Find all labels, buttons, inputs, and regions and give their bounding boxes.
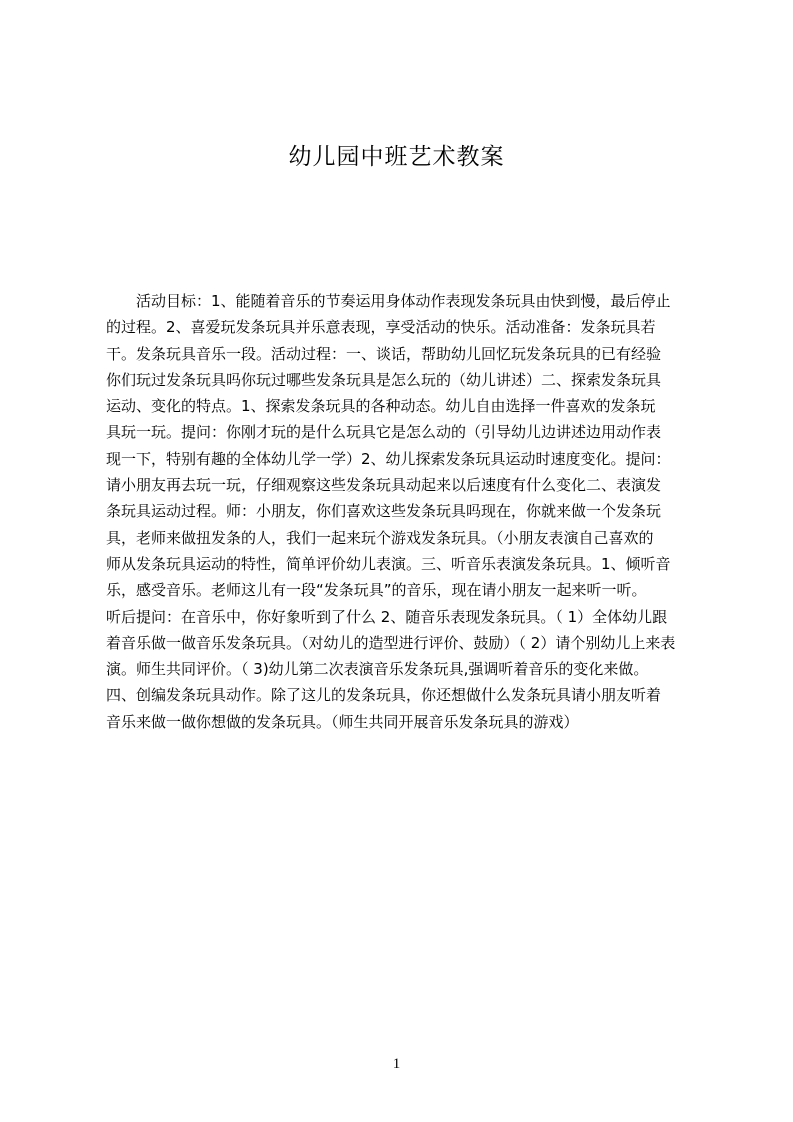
text-line: 具，老师来做扭发条的人，我们一起来玩个游戏发条玩具。（小朋友表演自己喜欢的 [106,528,654,547]
text-line: 演。师生共同评价。（ 3)幼儿第二次表演音乐发条玩具,强调听着音乐的变化来做。 [106,660,649,679]
text-line: 活动目标：1、能随着音乐的节奏运用身体动作表现发条玩具由快到慢，最后停止 [136,292,671,310]
text-line: 听后提问：在音乐中，你好象听到了什么 2、随音乐表现发条玩具。（ 1）全体幼儿跟 [106,607,668,626]
text-line: 音乐来做一做你想做的发条玩具。（师生共同开展音乐发条玩具的游戏） [106,712,579,731]
page-title: 幼儿园中班艺术教案 [288,144,505,170]
page-number: 1 [392,1056,401,1072]
text-line: 师从发条玩具运动的特性，简单评价幼儿表演。三、听音乐表演发条玩具。1、倾听音 [106,554,671,573]
text-line: 具玩一玩。提问：你刚才玩的是什么玩具它是怎么动的（引导幼儿边讲述边用动作表 [106,423,662,442]
text-line: 请小朋友再去玩一玩，仔细观察这些发条玩具动起来以后速度有什么变化二、表演发 [106,476,662,495]
text-line: 现一下，特别有趣的全体幼儿学一学）2、幼儿探索发条玩具运动时速度变化。提问： [106,449,671,468]
text-line: 乐，感受音乐。老师这儿有一段“发条玩具”的音乐，现在请小朋友一起来听一听。 [106,581,647,600]
text-line: 运动、变化的特点。1、探索发条玩具的各种动态。幼儿自由选择一件喜欢的发条玩 [106,397,656,416]
text-line: 的过程。2、喜爱玩发条玩具并乐意表现，享受活动的快乐。活动准备：发条玩具若 [106,318,656,337]
text-line: 你们玩过发条玩具吗你玩过哪些发条玩具是怎么玩的（幼儿讲述）二、探索发条玩具 [106,370,662,389]
body-paragraph [106,288,710,735]
text-line: 着音乐做一做音乐发条玩具。（对幼儿的造型进行评价、鼓励）（ 2）请个别幼儿上来表 [106,633,676,652]
text-line: 条玩具运动过程。师：小朋友，你们喜欢这些发条玩具吗现在，你就来做一个发条玩 [106,502,662,521]
text-line: 干。发条玩具音乐一段。活动过程：一、谈话，帮助幼儿回忆玩发条玩具的已有经验 [106,344,662,363]
text-line: 四、创编发条玩具动作。除了这儿的发条玩具，你还想做什么发条玩具请小朋友听着 [106,686,662,705]
